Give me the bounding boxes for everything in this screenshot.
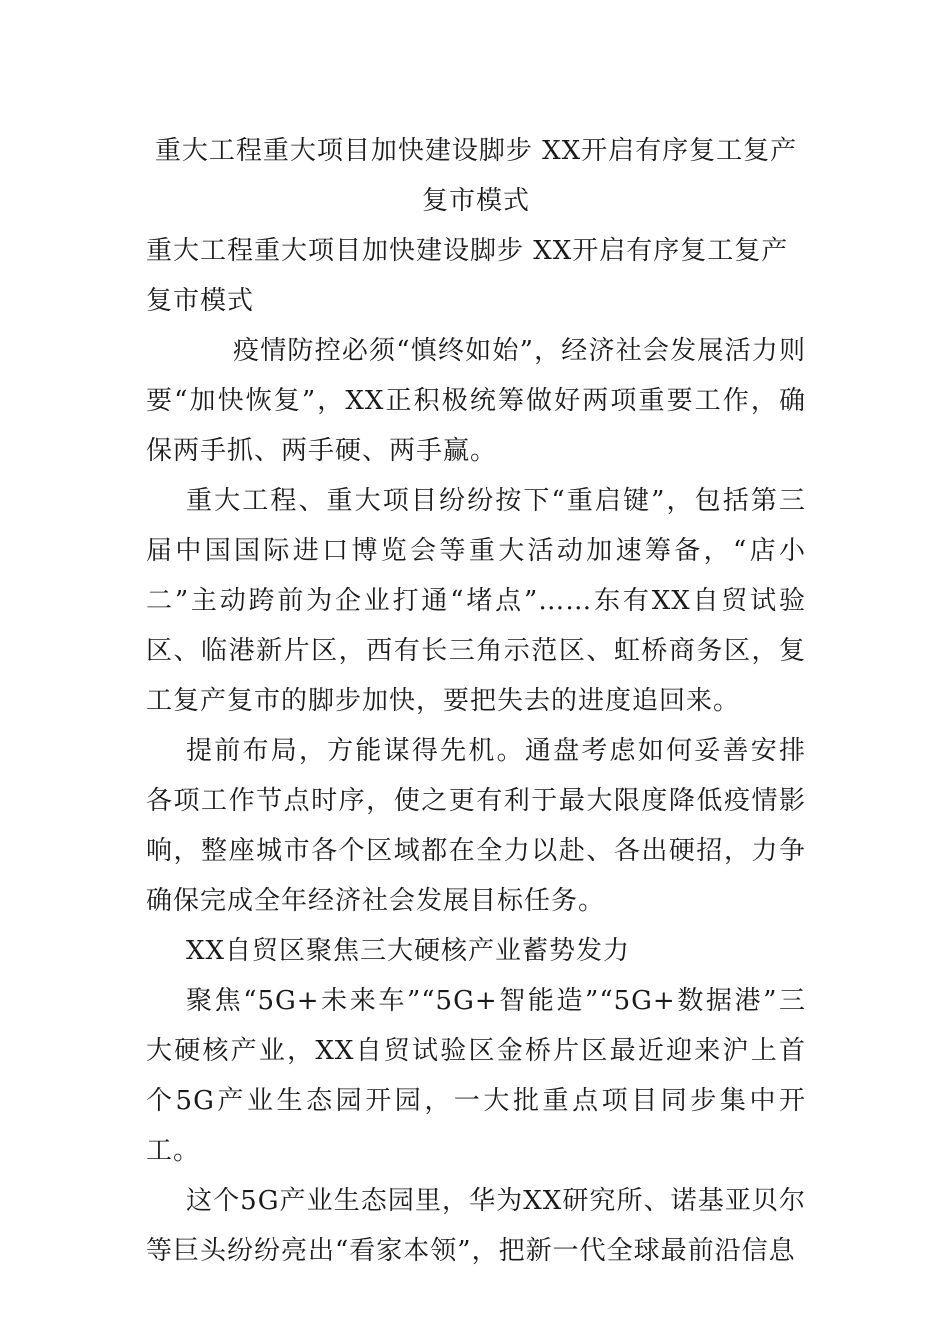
- document-title: 重大工程重大项目加快建设脚步 XX开启有序复工复产复市模式: [154, 136, 798, 216]
- paragraph-3: 提前布局，方能谋得先机。通盘考虑如何妥善安排各项工作节点时序，使之更有利于最大限度降低疫情影响，整座城市各个区域都在全力以赴、各出硬招，力争确保完成全年经济社会发展目标任务。: [146, 736, 806, 916]
- paragraph-1: 疫情防控必须“慎终如始”，经济社会发展活力则要“加快恢复”，XX正积极统筹做好两项重要工作，确保两手抓、两手硬、两手赢。: [146, 336, 806, 466]
- paragraph-2: 重大工程、重大项目纷纷按下“重启键”，包括第三届中国国际进口博览会等重大活动加速筹备，“店小二”主动跨前为企业打通“堵点”……东有XX自贸试验区、临港新片区，西有长三角示范区、虹桥商务区，复工复产复市的脚步加快，要把失去的进度追回来。: [146, 486, 806, 716]
- paragraph-4: 聚焦“5G+未来车”“5G+智能造”“5G+数据港”三大硬核产业，XX自贸试验区金桥片区最近迎来沪上首个5G产业生态园开园，一大批重点项目同步集中开工。: [146, 986, 806, 1166]
- document-page: [146, 126, 806, 1276]
- paragraph-5: 这个5G产业生态园里，华为XX研究所、诺基亚贝尔等巨头纷纷亮出“看家本领”，把新一代全球最前沿信息: [146, 1186, 806, 1266]
- section-subheading: XX自贸区聚焦三大硬核产业蓄势发力: [186, 936, 631, 966]
- document-title-repeat: 重大工程重大项目加快建设脚步 XX开启有序复工复产复市模式: [146, 236, 789, 316]
